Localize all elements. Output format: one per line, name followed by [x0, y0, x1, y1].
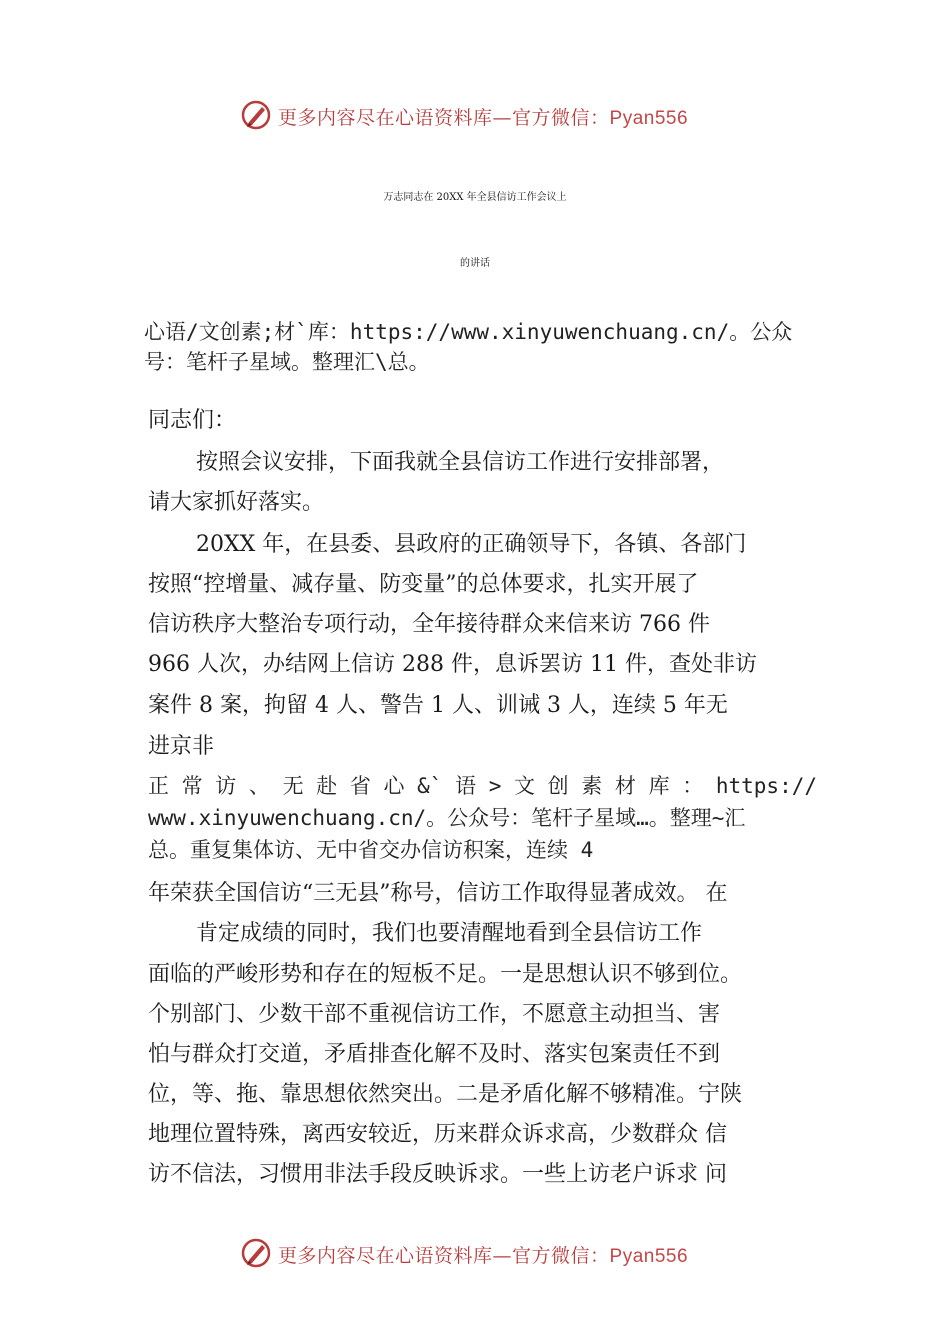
inserted-note-line: 总。重复集体访、无中省交办信访积案，连续 4 — [148, 838, 594, 862]
paragraph-line: 案件 8 案，拘留 4 人、警告 1 人、训诫 3 人，连续 5 年无 — [148, 693, 728, 718]
pen-logo-icon — [240, 99, 272, 131]
paragraph-line: 信访秩序大整治专项行动，全年接待群众来信来访 766 件 — [148, 612, 710, 637]
paragraph-line: 位，等、拖、靠思想依然突出。二是矛盾化解不够精准。宁陕 — [148, 1082, 743, 1107]
paragraph-line: 地理位置特殊，离西安较近，历来群众诉求高，少数群众 信 — [148, 1122, 727, 1147]
paragraph-line: 怕与群众打交道，矛盾排查化解不及时、落实包案责任不到 — [148, 1042, 721, 1067]
header-banner — [0, 96, 950, 136]
paragraph-line: 20XX 年，在县委、县政府的正确领导下，各镇、各部门 — [196, 532, 747, 557]
inserted-note-line: 正 常 访 、 无 赴 省 心 &` 语 > 文 创 素 材 库 ： https:// — [148, 774, 818, 798]
paragraph-line: 访不信法，习惯用非法手段反映诉求。一些上访老户诉求 问 — [148, 1162, 727, 1187]
paragraph-line: 肯定成绩的同时，我们也要清醒地看到全县信访工作 — [196, 921, 703, 946]
page-title-line-2: 的讲话 — [460, 258, 490, 269]
page-title-line-1: 万志同志在 20XX 年全县信访工作会议上 — [383, 192, 567, 203]
paragraph-line: 个别部门、少数干部不重视信访工作，不愿意主动担当、害 — [148, 1002, 721, 1027]
paragraph-line: 966 人次，办结网上信访 288 件，息诉罢访 11 件，查处非访 — [148, 652, 757, 677]
paragraph-line: 进京非 — [148, 734, 215, 759]
source-note-line-2: 号：笔杆子星域。整理汇\总。 — [144, 350, 430, 374]
banner-wechat-id: Pyan556 — [609, 108, 689, 129]
paragraph-line: 按照会议安排，下面我就全县信访工作进行安排部署， — [196, 450, 725, 475]
banner-text: 更多内容尽在心语资料库—官方微信：Pyan556 — [278, 107, 689, 129]
footer-banner — [0, 1234, 950, 1274]
paragraph-line: 年荣获全国信访“三无县”称号，信访工作取得显著成效。 在 — [148, 881, 728, 906]
source-note-line-1: 心语/文创素;材`库：https://www.xinyuwenchuang.cn/。公众 — [144, 320, 793, 344]
banner-text: 更多内容尽在心语资料库—官方微信：Pyan556 — [278, 1245, 689, 1267]
pen-logo-icon — [240, 1237, 272, 1269]
greeting: 同志们： — [148, 408, 237, 433]
paragraph-line: 面临的严峻形势和存在的短板不足。一是思想认识不够到位。 — [148, 962, 743, 987]
banner-wechat-id: Pyan556 — [609, 1246, 689, 1267]
paragraph-line: 按照“控增量、减存量、防变量”的总体要求，扎实开展了 — [148, 572, 699, 597]
paragraph-line: 请大家抓好落实。 — [148, 490, 325, 515]
inserted-note-line: www.xinyuwenchuang.cn/。公众号：笔杆子星域…。整理~汇 — [148, 806, 746, 830]
